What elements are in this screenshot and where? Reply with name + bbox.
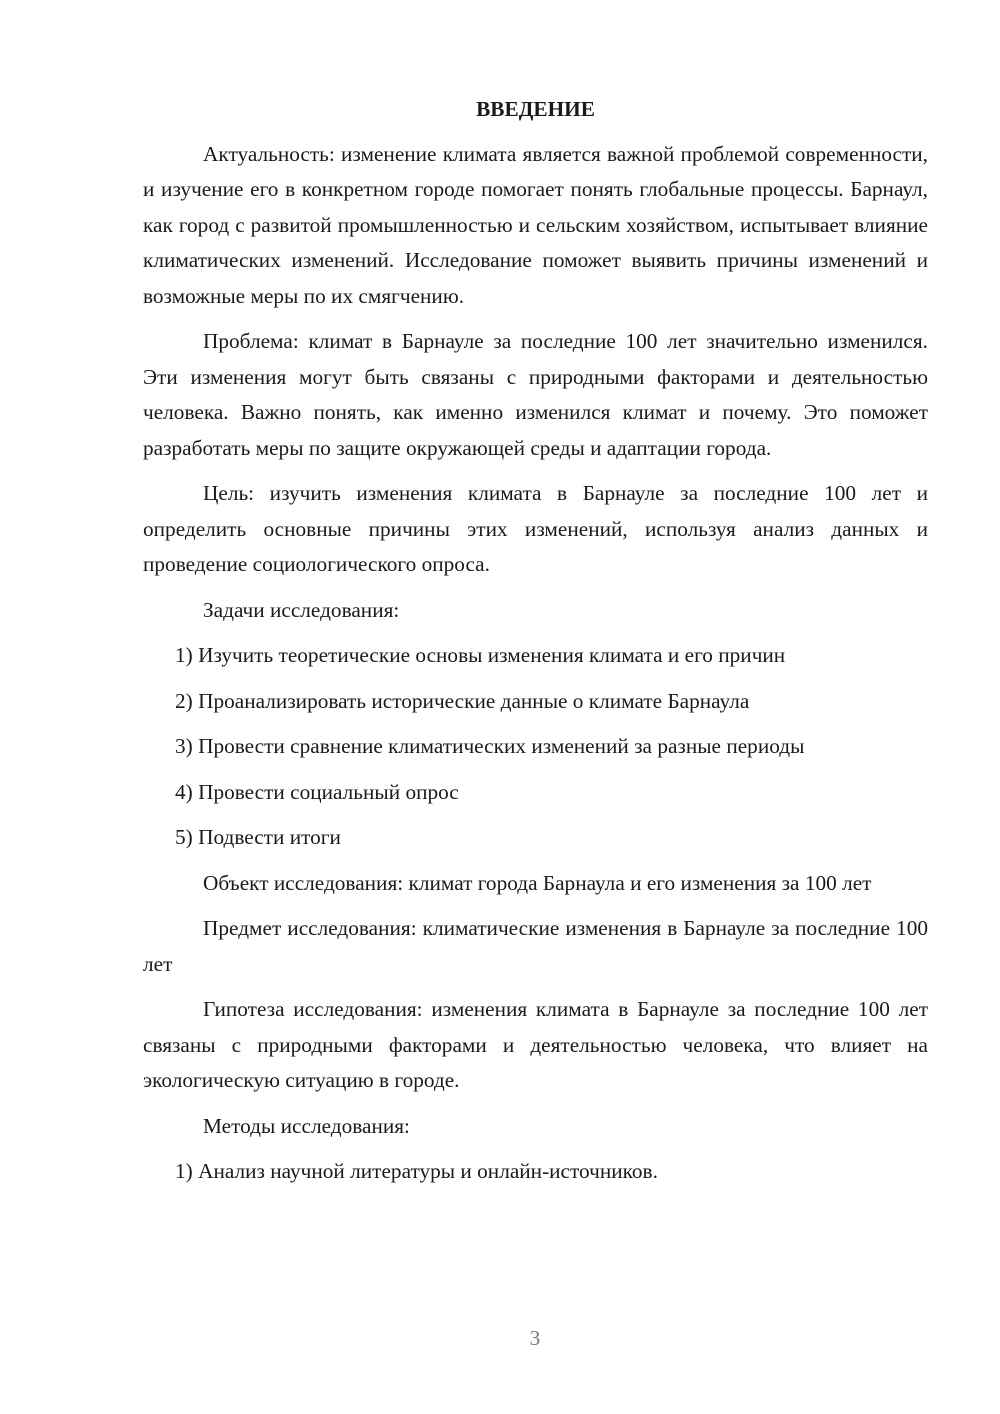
paragraph-hypothesis: Гипотеза исследования: изменения климата в Барнауле за последние 100 лет связаны с природными факторами и деятельностью человека, что влияет на экологическую ситуацию в городе. [143,997,928,1092]
section-title: ВВЕДЕНИЕ [476,97,595,121]
page-number: 3 [529,1326,541,1350]
paragraph-relevance: Актуальность: изменение климата является важной проблемой современности, и изучение его в конкретном городе помогает понять глобальные процессы. Барнаул, как город с развитой промышленностью и сельским хозяйством, испытывает влияние климатических изменений. Исследование поможет выявить причины изменений и возможные меры по их смягчению. [143,141,928,308]
paragraph-problem: Проблема: климат в Барнауле за последние 100 лет значительно изменился. Эти изменения могут быть связаны с природными факторами и деятельностью человека. Важно понять, как именно изменился климат и почему. Это поможет разработать меры по защите окружающей среды и адаптации города. [143,329,928,460]
paragraph-goal: Цель: изучить изменения климата в Барнауле за последние 100 лет и определить основные причины этих изменений, используя анализ данных и проведение социологического опроса. [143,481,928,576]
paragraph-subject: Предмет исследования: климатические изменения в Барнауле за последние 100 лет [143,916,928,976]
methods-heading: Методы исследования: [203,1113,410,1138]
task-item-2: 2) Проанализировать исторические данные о климате Барнаула [175,688,750,713]
task-item-1: 1) Изучить теоретические основы изменения климата и его причин [175,643,786,667]
method-item-1: 1) Анализ научной литературы и онлайн-источников. [175,1159,658,1183]
task-item-5: 5) Подвести итоги [175,825,341,849]
task-item-4: 4) Провести социальный опрос [175,779,459,804]
task-item-3: 3) Провести сравнение климатических изменений за разные периоды [175,734,805,758]
paragraph-object: Объект исследования: климат города Барнаула и его изменения за 100 лет [203,870,872,895]
page-content [143,92,928,1200]
tasks-heading: Задачи исследования: [203,597,400,622]
